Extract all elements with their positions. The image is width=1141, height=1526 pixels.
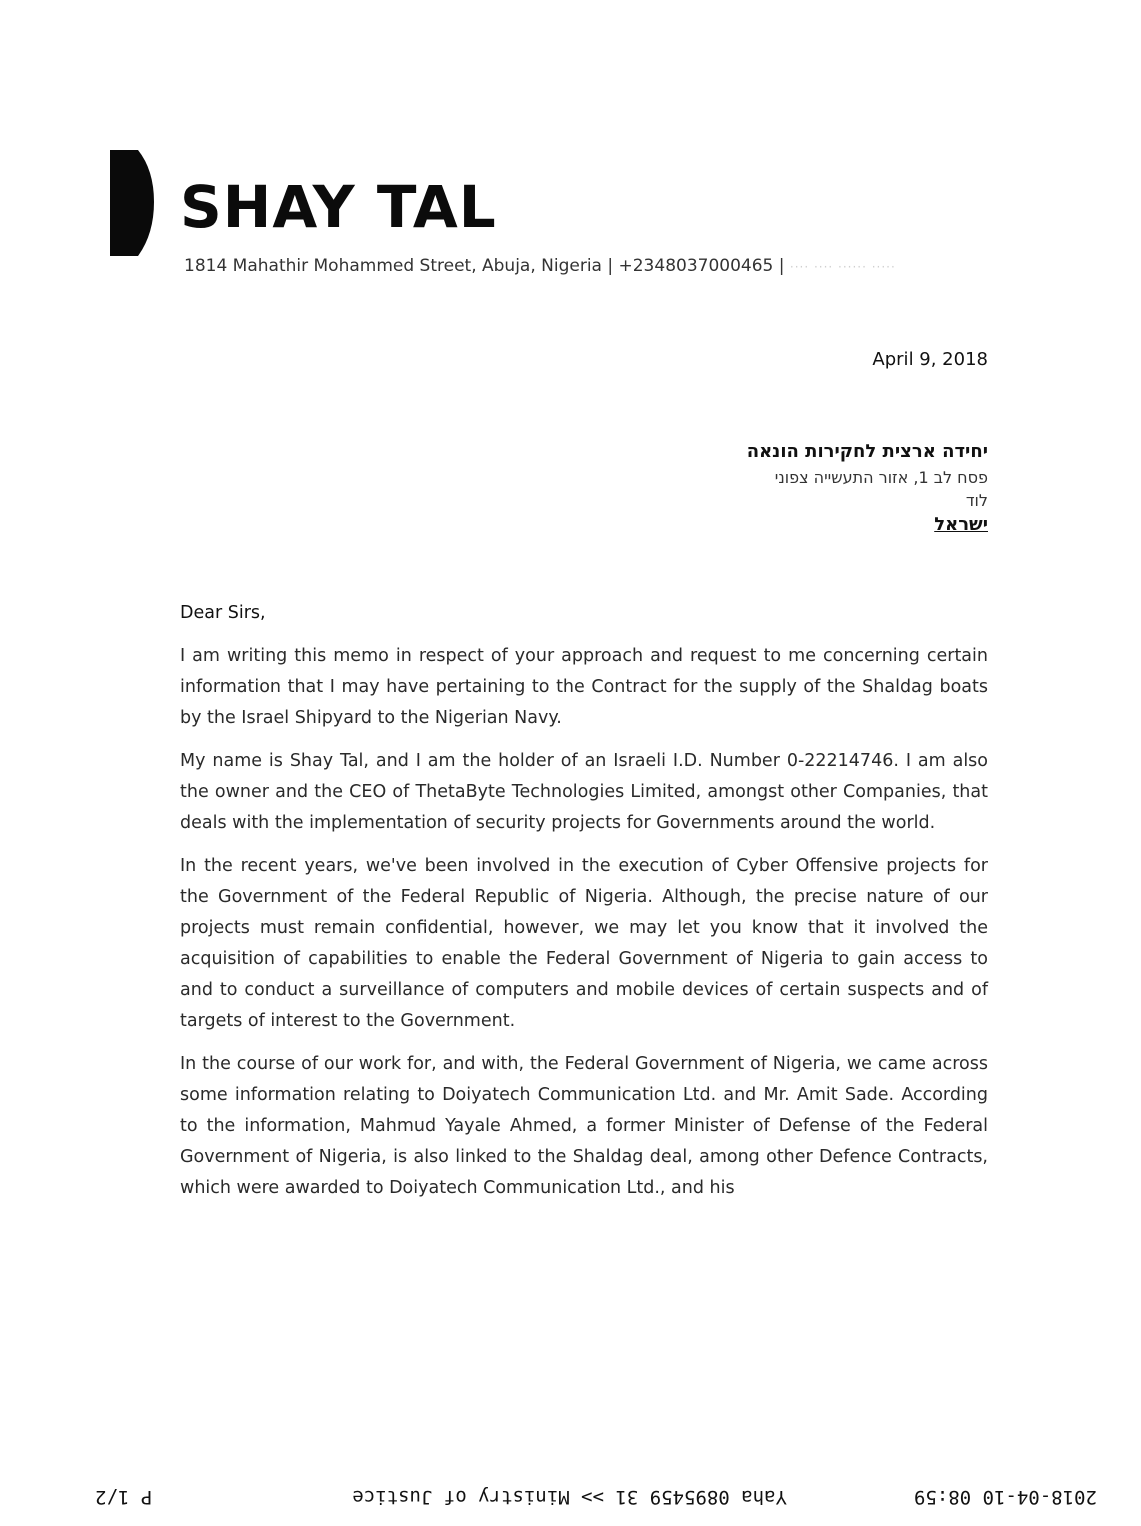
recipient-country: ישראל xyxy=(934,514,988,535)
fax-page-number: P 1/2 xyxy=(95,1486,153,1508)
letterhead-address-faded: ···· ···· ······ ····· xyxy=(789,260,896,274)
letterhead-address-text: 1814 Mahathir Mohammed Street, Abuja, Nigeria | +2348037000465 | xyxy=(184,256,785,276)
letter-body xyxy=(180,598,988,1216)
fax-timestamp: 2018-04-10 08:59 xyxy=(913,1486,1097,1508)
salutation: Dear Sirs, xyxy=(180,603,266,623)
body-paragraph-4: In the course of our work for, and with, the Federal Government of Nigeria, we came across some information relating to Doiyatech Communication Ltd. and Mr. Amit Sade. According to the information, Mahmud Yayale Ahmed, a former Minister of Defense of the Federal Government of Nigeria, is also linked to the Shaldag deal, among other Defence Contracts, which were awarded to Doiyatech Communication Ltd., and his xyxy=(180,1054,988,1198)
fax-route: Yaha 0895459 31 >> Ministry of Justice xyxy=(352,1486,787,1508)
recipient-street: פסח לב 1, אזור התעשייה צפוני xyxy=(774,468,988,487)
letterhead-name: SHAY TAL xyxy=(180,173,497,241)
body-paragraph-1: I am writing this memo in respect of your approach and request to me concerning certain information that I may have pertaining to the Contract for the supply of the Shaldag boats by the Israel Shipyard to the Nigerian Navy. xyxy=(180,646,988,728)
recipient-title: יחידה ארצית לחקירות הונאה xyxy=(746,441,988,462)
letterhead-address xyxy=(184,256,1044,276)
letter-date: April 9, 2018 xyxy=(872,349,988,370)
body-paragraph-3: In the recent years, we've been involved in the execution of Cyber Offensive projects for the Government of the Federal Republic of Nigeria. Although, the precise nature of our projects must remain confidential, however, we may let you know that it involved the acquisition of capabilities to enable the Federal Government of Nigeria to gain access to and to conduct a surveillance of computers and mobile devices of certain suspects and of targets of interest to the Government. xyxy=(180,856,988,1031)
recipient-block xyxy=(488,438,988,538)
body-paragraph-2: My name is Shay Tal, and I am the holder of an Israeli I.D. Number 0-22214746. I am also the owner and the CEO of ThetaByte Technologies Limited, amongst other Companies, that deals with the implementation of security projects for Governments around the world. xyxy=(180,751,988,833)
recipient-city: לוד xyxy=(965,491,988,510)
fax-transmission-header xyxy=(95,1476,1097,1516)
logo-mark xyxy=(108,150,156,256)
